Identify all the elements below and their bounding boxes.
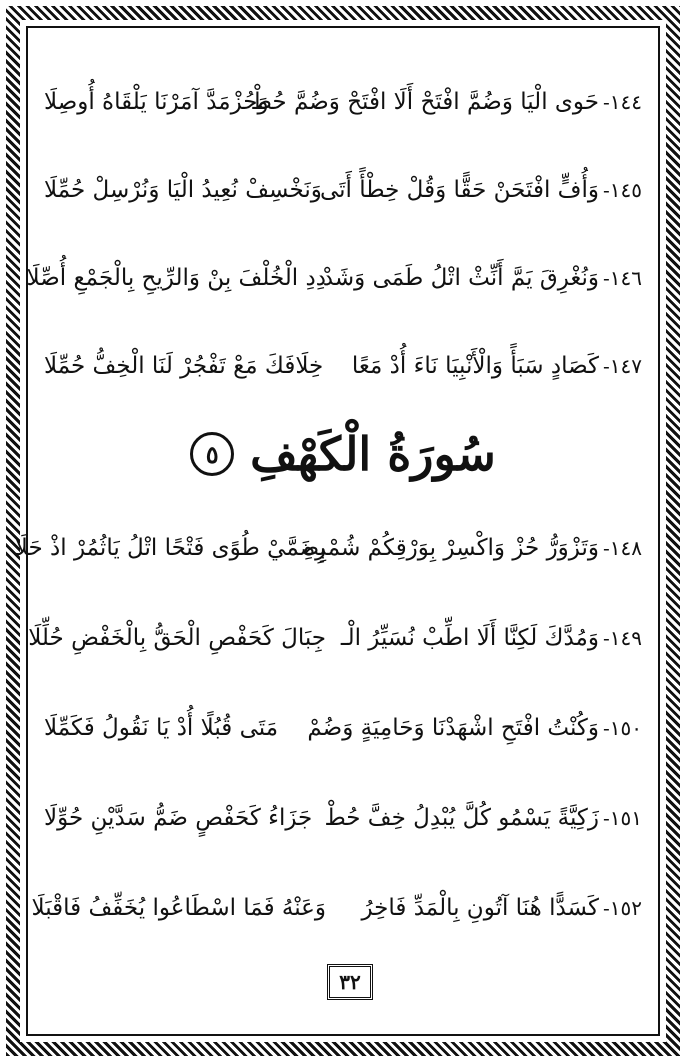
- verse-first-half: [360, 894, 642, 924]
- verse-second-half: مَتَى قُبُلًا أُدْ يَا نَقُولُ فَكَمِّلَا: [44, 715, 279, 742]
- verse-first-half-text: وَنُغْرِقَ يَمَّ أَنِّثْ اتْلُ طَمَى وَشَدْ: [322, 265, 599, 292]
- verse-first-half: [324, 804, 642, 834]
- verse-first-half-text: حَوى الْيَا وَضُمَّ افْتَحْ أَلَا افْتَحْ وَضُمَّ حُطْ: [250, 89, 599, 116]
- verse-first-half-text: كَصَادٍ سَبَأً وَالْأَنْبِيَا نَاءَ أُدْ مَعًا: [351, 353, 599, 380]
- verse-147: [44, 332, 642, 402]
- verse-second-half: وَعَنْهُ فَمَا اسْطَاعُوا يُخَفِّفُ فَاقْبَلَا: [31, 895, 326, 922]
- verse-first-half-text: زَكِيَّةً يَسْمُو كُلَّ يُبْدِلُ خِفَّ حُطْ: [324, 805, 599, 832]
- verse-number: ١٥٢-: [603, 896, 642, 921]
- verse-149: [28, 604, 642, 674]
- surah-number-badge: ٥: [190, 432, 234, 476]
- verse-first-half: [351, 352, 642, 382]
- verse-second-half: وَنَخْسِفْ نُعِيدُ الْيَا وَنُرْسِلْ حُمِّلَا: [44, 177, 322, 204]
- verse-number: ١٤٥-: [603, 178, 642, 203]
- surah-heading: [44, 416, 642, 492]
- verse-second-half: جَزَاءُ كَحَفْصٍ ضَمُّ سَدَّيْنِ حُوِّلَا: [44, 805, 313, 832]
- verse-first-half-text: وَأُفٍّ افْتَحَنْ حَقًّا وَقُلْ خِطْأً أَتَى: [319, 177, 599, 204]
- surah-title: سُورَةُ الْكَهْفِ: [250, 427, 496, 481]
- page-content: [14, 44, 642, 1018]
- verse-first-half: [250, 88, 642, 118]
- page-number: ٣٢: [327, 964, 373, 1000]
- verse-number: ١٤٦-: [603, 266, 642, 291]
- verse-first-half: [322, 264, 642, 294]
- verse-number: ١٤٤-: [603, 90, 642, 115]
- verse-145: [44, 156, 642, 226]
- verse-number: ١٥٠-: [603, 716, 642, 741]
- verse-144: [44, 68, 642, 138]
- verse-second-half: خِلَافَكَ مَعْ تَفْجُرْ لَنَا الْخِفُّ حُمِّلَا: [44, 353, 324, 380]
- verse-first-half-text: كَسَدًّا هُنَا آتُونِ بِالْمَدِّ فَاخِرُ: [361, 895, 599, 922]
- verse-second-half: بِضَمَّيْ طُوًى فَتْحًا اتْلُ يَاثُمُرْ اذْ حَلَا: [14, 535, 326, 562]
- verse-150: [44, 694, 642, 764]
- verse-first-half: [319, 176, 642, 206]
- verse-second-half: جِبَالَ كَحَفْصِ الْحَقُّ بِالْخَفْضِ حُلِّلَا: [28, 625, 326, 652]
- verse-first-half-text: وَمُدَّكَ لَكِنَّا أَلَا اطِّبْ نُسَيِّرُ الْـ: [340, 625, 599, 652]
- verse-number: ١٤٩-: [603, 626, 642, 651]
- verse-number: ١٤٧-: [603, 354, 642, 379]
- verse-number: ١٥١-: [603, 806, 642, 831]
- verse-second-half: وَحُزْمَدَّ آمَرْنَا يَلْقَاهُ أُوصِلَا: [44, 89, 269, 116]
- verse-152: [31, 874, 642, 944]
- verse-first-half: [307, 714, 642, 744]
- verse-148: [14, 514, 642, 584]
- verse-first-half: [340, 624, 642, 654]
- verse-second-half: دِدِ الْخُلْفَ بِنْ وَالرِّيحِ بِالْجَمْعِ أُصِّلَا: [26, 265, 326, 292]
- verse-first-half: [303, 534, 642, 564]
- verse-146: [26, 244, 642, 314]
- verse-151: [44, 784, 642, 854]
- verse-first-half-text: وَتَزْوَرُّ حُزْ وَاكْسِرْ بِوَرْقِكُمْ شُمْرِهِ: [303, 535, 599, 562]
- verse-first-half-text: وَكُنْتُ افْتَحِ اشْهَدْنَا وَحَامِيَةٍ وَضُمْ: [307, 715, 599, 742]
- verse-number: ١٤٨-: [603, 536, 642, 561]
